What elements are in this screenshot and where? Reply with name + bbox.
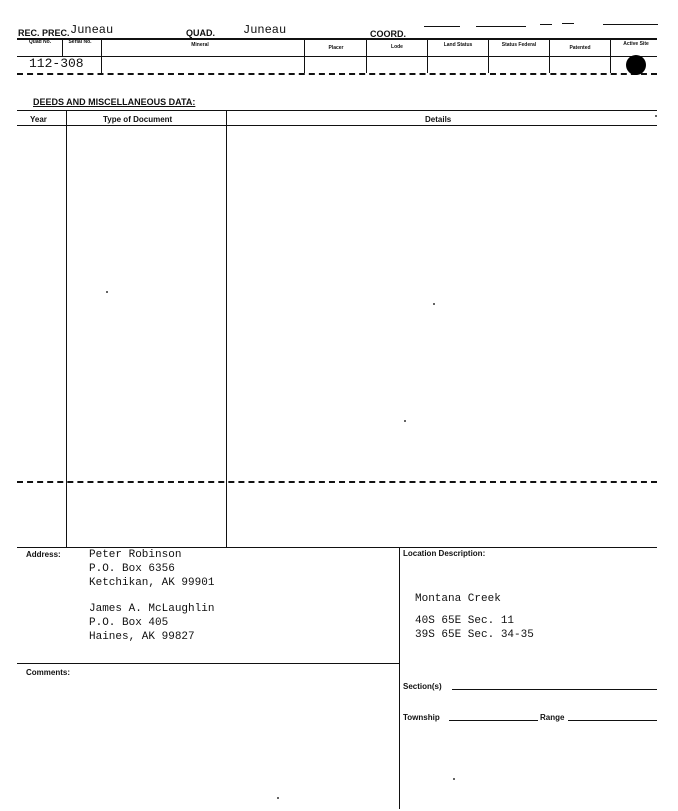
owner-2-line1: P.O. Box 405 xyxy=(89,617,169,629)
deeds-header-rule xyxy=(17,125,657,126)
active-site-marker xyxy=(626,55,646,75)
col-divider xyxy=(427,39,428,73)
col-header-status-federal: Status Federal xyxy=(501,42,537,48)
deeds-top-rule xyxy=(17,110,657,111)
col-divider xyxy=(101,39,102,73)
col-header-placer: Placer xyxy=(328,45,344,51)
range-label: Range xyxy=(540,713,565,722)
quad-label: QUAD. xyxy=(186,28,215,38)
comments-label: Comments: xyxy=(26,668,71,677)
rec-prec-label: REC. PREC. xyxy=(18,28,70,38)
speck xyxy=(433,303,435,305)
address-location-divider xyxy=(399,547,400,809)
deeds-dashed-rule xyxy=(17,481,657,483)
col-divider xyxy=(62,39,63,56)
rec-prec-value: Juneau xyxy=(70,23,114,37)
col-divider xyxy=(366,39,367,73)
speck xyxy=(404,420,406,422)
table-header-rule xyxy=(17,56,657,57)
owner-2 xyxy=(89,602,214,644)
coord-field-line xyxy=(424,26,460,27)
township-label: Township xyxy=(403,713,440,722)
coord-field-line xyxy=(540,24,552,25)
deeds-col-type: Type of Document xyxy=(103,115,173,124)
township-field xyxy=(449,720,538,721)
range-field xyxy=(568,720,657,721)
deeds-col-details: Details xyxy=(425,115,452,124)
speck xyxy=(277,797,279,799)
col-header-patented: Patented xyxy=(569,45,591,51)
coord-field-line xyxy=(603,24,658,25)
col-divider xyxy=(304,39,305,73)
coord-field-line xyxy=(562,23,574,24)
col-header-active-site: Active Site xyxy=(623,41,649,47)
owner-1-name: Peter Robinson xyxy=(89,549,182,561)
address-label: Address: xyxy=(26,550,61,559)
sections-label: Section(s) xyxy=(403,682,442,691)
owner-2-name: James A. McLaughlin xyxy=(89,603,215,615)
col-header-quad-no: Quad No. xyxy=(28,39,52,45)
location-name: Montana Creek xyxy=(415,593,501,605)
table-top-rule xyxy=(17,38,657,40)
owner-2-line2: Haines, AK 99827 xyxy=(89,631,195,643)
col-divider xyxy=(549,39,550,73)
col-header-land-status: Land Status xyxy=(443,42,473,48)
speck xyxy=(655,115,657,117)
speck xyxy=(453,778,455,780)
speck xyxy=(106,291,108,293)
deeds-section-title: DEEDS AND MISCELLANEOUS DATA: xyxy=(33,97,196,107)
col-header-mineral: Mineral xyxy=(191,42,209,48)
comments-rule xyxy=(17,663,399,664)
table-bottom-dashed-rule xyxy=(17,73,657,75)
quad-value: Juneau xyxy=(243,23,287,37)
quad-serial-value: 112-308 xyxy=(29,56,84,71)
owner-1-line2: Ketchikan, AK 99901 xyxy=(89,577,215,589)
deeds-col-year: Year xyxy=(30,115,47,124)
col-header-lode: Lode xyxy=(391,44,403,50)
col-divider xyxy=(488,39,489,73)
sections-field xyxy=(452,689,657,690)
col-divider xyxy=(610,39,611,73)
coord-label: COORD. xyxy=(370,29,406,39)
location-label: Location Description: xyxy=(403,549,486,558)
owner-1-line1: P.O. Box 6356 xyxy=(89,563,175,575)
location-line2: 39S 65E Sec. 34-35 xyxy=(415,629,534,641)
owner-1 xyxy=(89,548,214,590)
location-legal xyxy=(415,614,534,642)
coord-field-line xyxy=(476,26,526,27)
location-line1: 40S 65E Sec. 11 xyxy=(415,615,515,627)
col-header-serial-no: Serial No. xyxy=(68,39,92,45)
